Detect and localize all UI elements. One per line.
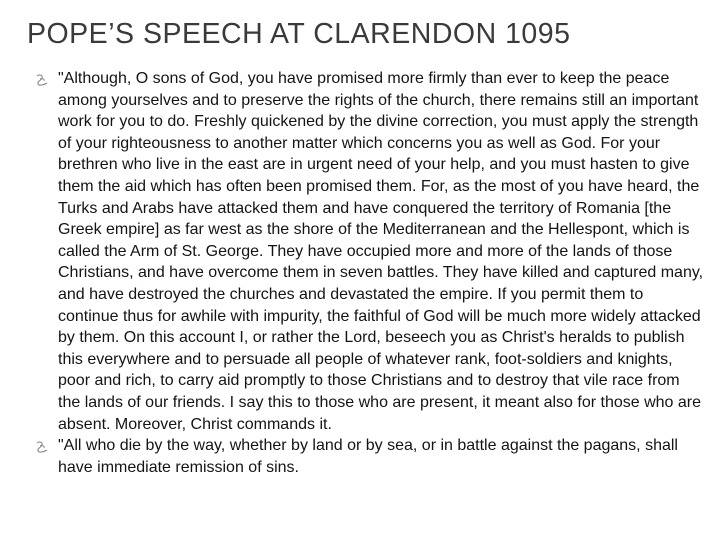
cursive-bullet-icon: [35, 440, 49, 454]
bullet-item: [0, 68, 720, 435]
bullet-item: [0, 435, 720, 478]
bullet-list: [0, 68, 720, 478]
cursive-bullet-icon: [35, 73, 49, 87]
bullet-text: "Although, O sons of God, you have promised more firmly than ever to keep the peace among yourselves and to preserve the rights of the church, there remains still an important work for you to do. Freshly quickened by the divine correction, you must apply the strength of your righteousness to another matter which concerns you as well as God. For your brethren who live in the east are in urgent need of your help, and you must hasten to give them the aid which has often been promised them. For, as the most of you have heard, the Turks and Arabs have attacked them and have conquered the territory of Romania [the Greek empire] as far west as the shore of the Mediterranean and the Hellespont, which is called the Arm of St. George. They have occupied more and more of the lands of those Christians, and have overcome them in seven battles. They have killed and captured many, and have destroyed the churches and devastated the empire. If you permit them to continue thus for awhile with impurity, the faithful of God will be much more widely attacked by them. On this account I, or rather the Lord, beseech you as Christ's heralds to publish this everywhere and to persuade all people of whatever rank, foot-soldiers and knights, poor and rich, to carry aid promptly to those Christians and to destroy that vile race from the lands of our friends. I say this to those who are present, it meant also for those who are absent. Moreover, Christ commands it.: [58, 70, 704, 433]
bullet-text: "All who die by the way, whether by land or by sea, or in battle against the pagans, shall have immediate remission of sins.: [58, 437, 678, 476]
slide-title: POPE’S SPEECH AT CLARENDON 1095: [27, 18, 571, 50]
